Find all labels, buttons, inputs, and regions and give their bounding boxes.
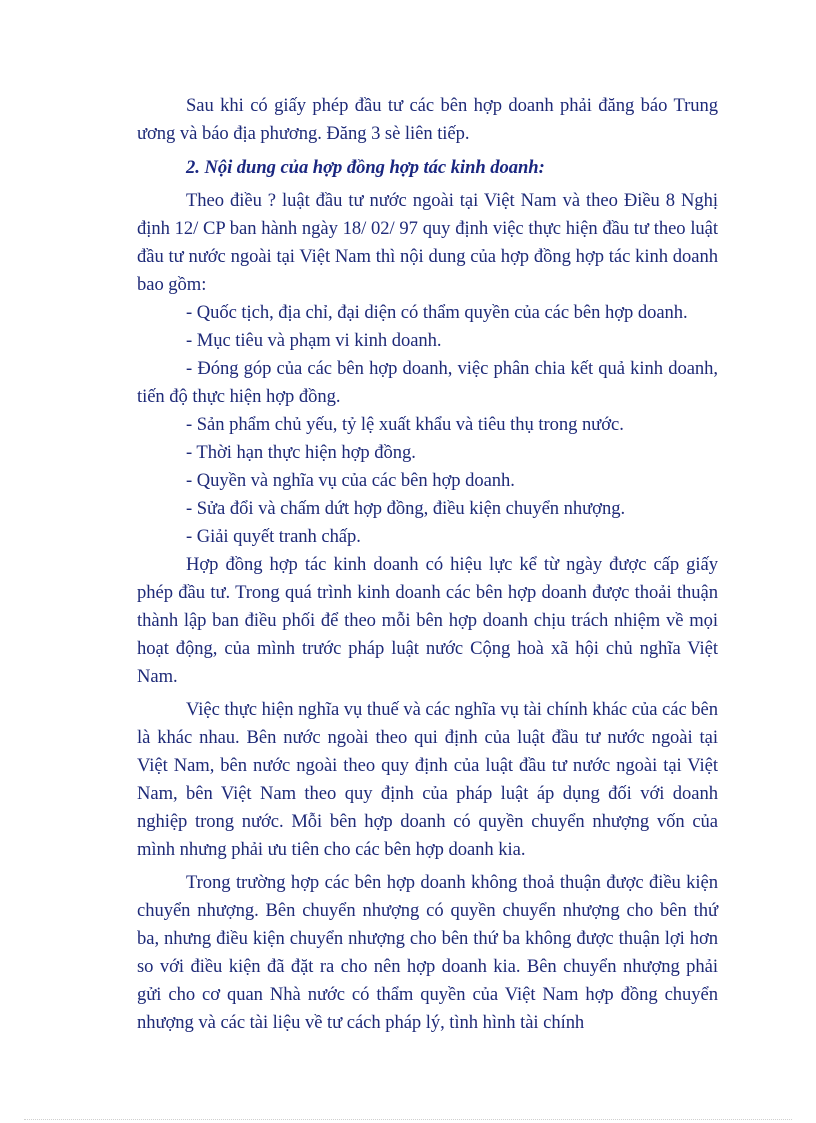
paragraph-transfer-conditions: Trong trường hợp các bên hợp doanh không thoả thuận được điều kiện chuyển nhượng. Bên chuyển nhượng có quyền chuyển nhượng cho bên thứ ba, nhưng điều kiện chuyển nhượng cho bên thứ ba không được thuận lợi hơn so với điều kiện đã đặt ra cho nên hợp doanh kia. Bên chuyển nhượng phải gửi cho cơ quan Nhà nước có thẩm quyền của Việt Nam hợp đồng chuyển nhượng và các tài liệu về tư cách pháp lý, tình hình tài chính bbox=[137, 872, 718, 1033]
paragraph-tax-obligations: Việc thực hiện nghĩa vụ thuế và các nghĩa vụ tài chính khác của các bên là khác nhau. Bên nước ngoài theo qui định của luật đầu tư nước ngoài tại Việt Nam, bên nước ngoài theo quy định của luật đầu tư nước ngoài tại Việt Nam, bên Việt Nam theo quy định của pháp luật áp dụng đối với doanh nghiệp trong nước. Mỗi bên hợp doanh có quyền chuyển nhượng vốn của mình nhưng phải ưu tiên cho các bên hợp doanh kia. bbox=[137, 699, 718, 860]
list-item: - Đóng góp của các bên hợp doanh, việc phân chia kết quả kinh doanh, tiến độ thực hiện hợp đồng. bbox=[137, 358, 718, 407]
list-item: - Sửa đổi và chấm dứt hợp đồng, điều kiện chuyển nhượng. bbox=[186, 498, 626, 519]
section-heading: 2. Nội dung của hợp đồng hợp tác kinh doanh: bbox=[186, 157, 545, 178]
paragraph-contract-content-intro: Theo điều ? luật đầu tư nước ngoài tại Việt Nam và theo Điều 8 Nghị định 12/ CP ban hành ngày 18/ 02/ 97 quy định việc thực hiện đầu tư theo luật đầu tư nước ngoài tại Việt Nam thì nội dung của hợp đồng hợp tác kinh doanh bao gồm: bbox=[137, 190, 718, 295]
list-item: - Giải quyết tranh chấp. bbox=[186, 526, 361, 547]
paragraph-contract-validity: Hợp đồng hợp tác kinh doanh có hiệu lực kể từ ngày được cấp giấy phép đầu tư. Trong quá trình kinh doanh các bên hợp doanh được thoải thuận thành lập ban điều phối để theo mỗi bên hợp doanh chịu trách nhiệm về mọi hoạt động, của mình trước pháp luật nước Cộng hoà xã hội chủ nghĩa Việt Nam. bbox=[137, 554, 718, 687]
paragraph-registration: Sau khi có giấy phép đầu tư các bên hợp doanh phải đăng báo Trung ương và báo địa phương. Đăng 3 sè liên tiếp. bbox=[137, 95, 718, 144]
document-body bbox=[137, 92, 718, 1037]
list-item: - Mục tiêu và phạm vi kinh doanh. bbox=[186, 330, 442, 351]
list-item: - Sản phẩm chủ yếu, tỷ lệ xuất khẩu và tiêu thụ trong nước. bbox=[186, 414, 624, 435]
list-item: - Thời hạn thực hiện hợp đồng. bbox=[186, 442, 416, 463]
list-item: - Quốc tịch, địa chỉ, đại diện có thẩm quyền của các bên hợp doanh. bbox=[186, 302, 688, 323]
list-item: - Quyền và nghĩa vụ của các bên hợp doanh. bbox=[186, 470, 515, 491]
page-bottom-divider bbox=[24, 1119, 792, 1120]
